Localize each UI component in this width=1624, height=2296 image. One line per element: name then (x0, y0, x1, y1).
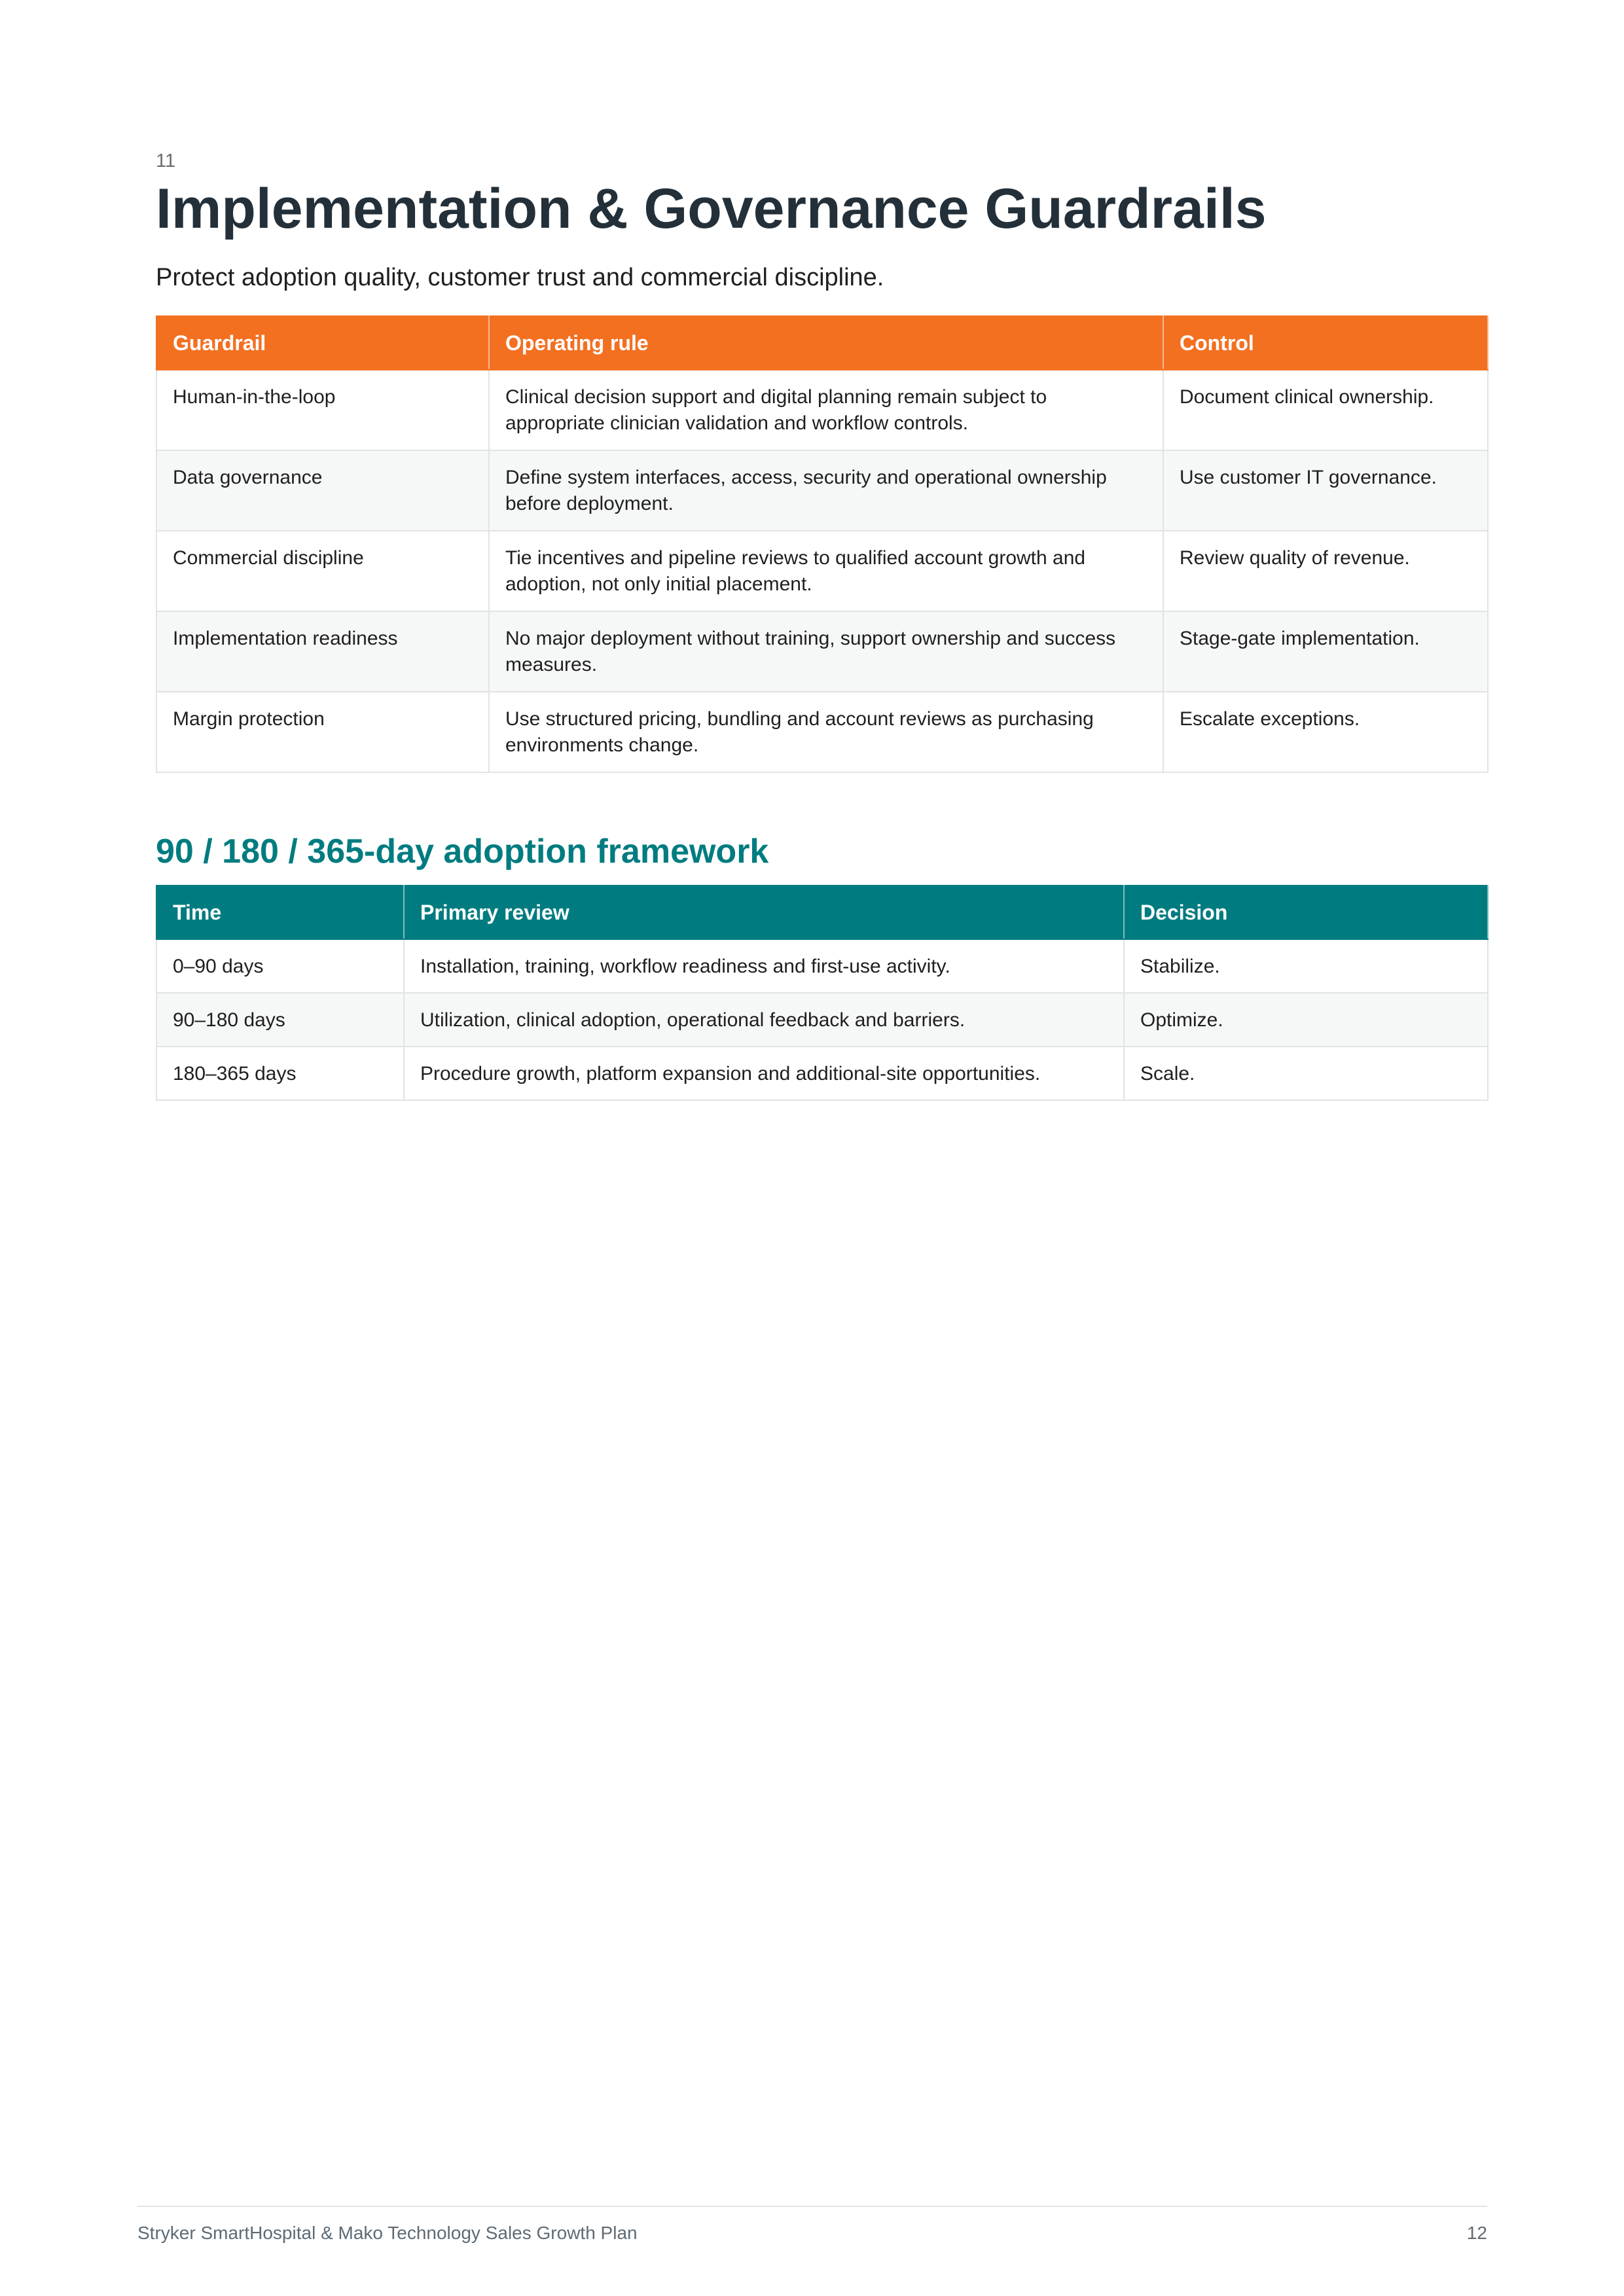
adoption-framework-table (156, 885, 1489, 1101)
table-header-row (156, 886, 1488, 939)
column-header-time: Time (156, 886, 404, 939)
section-number: 11 (156, 151, 176, 171)
control-cell: Use customer IT governance. (1163, 450, 1488, 531)
table-row (156, 939, 1488, 993)
primary-review-cell: Installation, training, workflow readiness and first-use activity. (404, 939, 1124, 993)
footer-document-title: Stryker SmartHospital & Mako Technology Sales Growth Plan (137, 2223, 638, 2243)
table-row (156, 993, 1488, 1047)
guardrail-cell: Commercial discipline (156, 531, 489, 611)
table-row (156, 1047, 1488, 1100)
table-row (156, 370, 1488, 450)
control-cell: Document clinical ownership. (1163, 370, 1488, 450)
decision-cell: Optimize. (1124, 993, 1488, 1047)
operating-rule-cell: Tie incentives and pipeline reviews to qualified account growth and adoption, not only initial placement. (489, 531, 1163, 611)
operating-rule-cell: No major deployment without training, support ownership and success measures. (489, 611, 1163, 692)
column-header-guardrail: Guardrail (156, 316, 489, 370)
guardrail-cell: Human-in-the-loop (156, 370, 489, 450)
column-header-operating-rule: Operating rule (489, 316, 1163, 370)
time-cell: 0–90 days (156, 939, 404, 993)
adoption-framework-heading: 90 / 180 / 365-day adoption framework (156, 833, 769, 870)
column-header-primary-review: Primary review (404, 886, 1124, 939)
guardrail-cell: Implementation readiness (156, 611, 489, 692)
operating-rule-cell: Define system interfaces, access, security and operational ownership before deployment. (489, 450, 1163, 531)
page-subtitle: Protect adoption quality, customer trust and commercial discipline. (156, 264, 884, 291)
column-header-control: Control (1163, 316, 1488, 370)
control-cell: Review quality of revenue. (1163, 531, 1488, 611)
footer-divider (137, 2206, 1487, 2207)
table-row (156, 692, 1488, 772)
table-row (156, 611, 1488, 692)
time-cell: 180–365 days (156, 1047, 404, 1100)
guardrails-table (156, 315, 1489, 773)
guardrail-cell: Data governance (156, 450, 489, 531)
page-title: Implementation & Governance Guardrails (156, 177, 1267, 240)
primary-review-cell: Utilization, clinical adoption, operational feedback and barriers. (404, 993, 1124, 1047)
operating-rule-cell: Use structured pricing, bundling and account reviews as purchasing environments change. (489, 692, 1163, 772)
primary-review-cell: Procedure growth, platform expansion and additional-site opportunities. (404, 1047, 1124, 1100)
decision-cell: Scale. (1124, 1047, 1488, 1100)
time-cell: 90–180 days (156, 993, 404, 1047)
column-header-decision: Decision (1124, 886, 1488, 939)
guardrail-cell: Margin protection (156, 692, 489, 772)
table-header-row (156, 316, 1488, 370)
table-row (156, 531, 1488, 611)
control-cell: Stage-gate implementation. (1163, 611, 1488, 692)
control-cell: Escalate exceptions. (1163, 692, 1488, 772)
operating-rule-cell: Clinical decision support and digital planning remain subject to appropriate clinician validation and workflow controls. (489, 370, 1163, 450)
decision-cell: Stabilize. (1124, 939, 1488, 993)
footer-page-number: 12 (1466, 2223, 1487, 2243)
table-row (156, 450, 1488, 531)
